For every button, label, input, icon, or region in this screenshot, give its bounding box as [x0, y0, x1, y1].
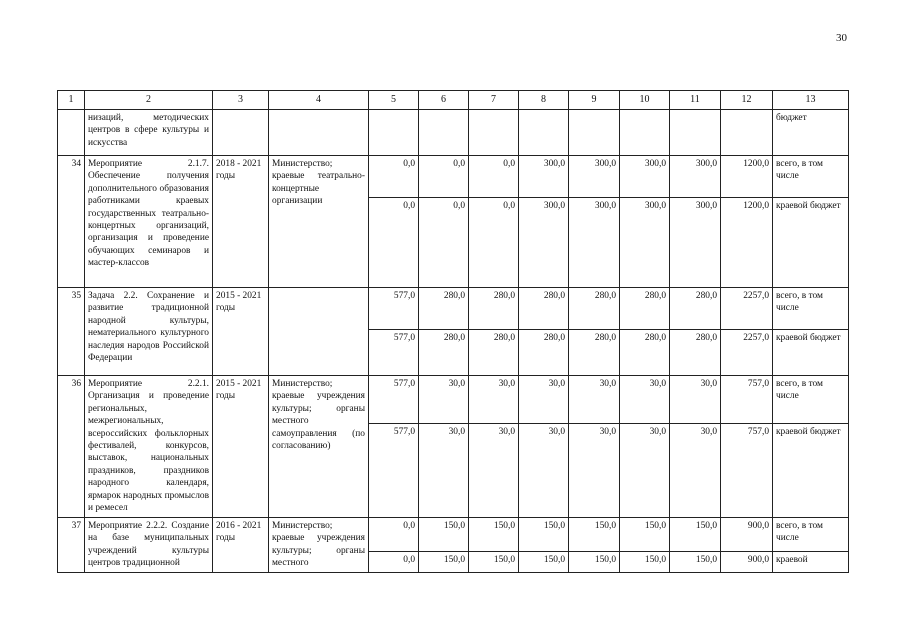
- empty-cell: [519, 110, 569, 156]
- row-description: Задача 2.2. Сохранение и развитие традиционной народной культуры, нематериального культурного наследия народов Российской Федерации: [85, 288, 213, 376]
- value-cell: 300,0: [670, 156, 721, 198]
- value-cell: 300,0: [620, 156, 670, 198]
- empty-cell: [369, 110, 419, 156]
- column-header: 11: [670, 91, 721, 110]
- value-cell: 280,0: [620, 288, 670, 330]
- table-row: [58, 156, 849, 198]
- row-index: 34: [58, 156, 85, 288]
- funding-source: краевой бюджет: [773, 424, 849, 518]
- row-index: 35: [58, 288, 85, 376]
- empty-cell: [213, 110, 269, 156]
- empty-cell: [569, 110, 620, 156]
- column-header: 4: [269, 91, 369, 110]
- empty-cell: [620, 110, 670, 156]
- value-cell: 280,0: [469, 288, 519, 330]
- column-header: 2: [85, 91, 213, 110]
- value-cell: 150,0: [670, 552, 721, 572]
- value-cell: 150,0: [469, 518, 519, 552]
- value-cell: 300,0: [569, 198, 620, 288]
- table-row: [58, 288, 849, 330]
- page-number: 30: [836, 32, 847, 44]
- value-cell: 300,0: [519, 198, 569, 288]
- value-cell: 30,0: [419, 424, 469, 518]
- column-header: 3: [213, 91, 269, 110]
- empty-cell: [469, 110, 519, 156]
- value-cell: 30,0: [469, 424, 519, 518]
- funding-source: всего, в том числе: [773, 156, 849, 198]
- value-cell: 0,0: [419, 198, 469, 288]
- column-header: 7: [469, 91, 519, 110]
- value-cell: 300,0: [519, 156, 569, 198]
- funding-source: краевой: [773, 552, 849, 572]
- value-cell: 0,0: [419, 156, 469, 198]
- value-cell: 150,0: [620, 518, 670, 552]
- empty-cell: [269, 110, 369, 156]
- value-cell: 757,0: [721, 424, 773, 518]
- value-cell: 0,0: [369, 552, 419, 572]
- value-cell: 1200,0: [721, 198, 773, 288]
- value-cell: 280,0: [569, 288, 620, 330]
- value-cell: 0,0: [469, 156, 519, 198]
- column-header: 10: [620, 91, 670, 110]
- row-description: низаций, методических центров в сфере культуры и искусства: [85, 110, 213, 156]
- value-cell: 30,0: [569, 424, 620, 518]
- value-cell: 30,0: [419, 376, 469, 424]
- value-cell: 30,0: [620, 376, 670, 424]
- funding-source: краевой бюджет: [773, 330, 849, 376]
- column-header: 13: [773, 91, 849, 110]
- value-cell: 150,0: [670, 518, 721, 552]
- row-period: 2018 - 2021 годы: [213, 156, 269, 288]
- value-cell: 30,0: [519, 376, 569, 424]
- row-index: 37: [58, 518, 85, 573]
- funding-source: всего, в том числе: [773, 288, 849, 330]
- value-cell: 150,0: [620, 552, 670, 572]
- value-cell: 280,0: [670, 288, 721, 330]
- value-cell: 150,0: [519, 518, 569, 552]
- value-cell: 30,0: [670, 376, 721, 424]
- value-cell: 900,0: [721, 552, 773, 572]
- row-index: 36: [58, 376, 85, 518]
- value-cell: 280,0: [469, 330, 519, 376]
- funding-source: всего, в том числе: [773, 518, 849, 552]
- value-cell: 0,0: [369, 156, 419, 198]
- funding-source: бюджет: [773, 110, 849, 156]
- value-cell: 577,0: [369, 330, 419, 376]
- value-cell: 300,0: [620, 198, 670, 288]
- value-cell: 900,0: [721, 518, 773, 552]
- value-cell: 150,0: [419, 552, 469, 572]
- row-period: 2015 - 2021 годы: [213, 288, 269, 376]
- value-cell: 0,0: [369, 198, 419, 288]
- row-period: 2016 - 2021 годы: [213, 518, 269, 573]
- empty-cell: [670, 110, 721, 156]
- table-row: [58, 518, 849, 552]
- row-agency: [269, 288, 369, 376]
- value-cell: 150,0: [469, 552, 519, 572]
- column-header: 1: [58, 91, 85, 110]
- value-cell: 280,0: [620, 330, 670, 376]
- value-cell: 757,0: [721, 376, 773, 424]
- value-cell: 280,0: [419, 330, 469, 376]
- row-index: [58, 110, 85, 156]
- row-agency: Министерство; краевые учреждения культуры; органы местного самоуправления (по согласованию): [269, 376, 369, 518]
- funding-source: краевой бюджет: [773, 198, 849, 288]
- value-cell: 150,0: [569, 552, 620, 572]
- value-cell: 1200,0: [721, 156, 773, 198]
- row-description: Мероприятие 2.1.7. Обеспечение получения дополнительного образования работниками краевых государственных театрально-концертных организаций, организация и проведение обучающих семинаров и мастер-классов: [85, 156, 213, 288]
- value-cell: 30,0: [620, 424, 670, 518]
- value-cell: 30,0: [469, 376, 519, 424]
- value-cell: 150,0: [519, 552, 569, 572]
- value-cell: 0,0: [469, 198, 519, 288]
- value-cell: 300,0: [569, 156, 620, 198]
- row-period: 2015 - 2021 годы: [213, 376, 269, 518]
- value-cell: 150,0: [419, 518, 469, 552]
- value-cell: 2257,0: [721, 330, 773, 376]
- empty-cell: [721, 110, 773, 156]
- value-cell: 280,0: [419, 288, 469, 330]
- continuation-row: [58, 110, 849, 156]
- table-row: [58, 376, 849, 424]
- column-header: 6: [419, 91, 469, 110]
- program-table: [57, 90, 849, 573]
- value-cell: 150,0: [569, 518, 620, 552]
- value-cell: 30,0: [569, 376, 620, 424]
- value-cell: 2257,0: [721, 288, 773, 330]
- column-header: 12: [721, 91, 773, 110]
- value-cell: 300,0: [670, 198, 721, 288]
- value-cell: 577,0: [369, 376, 419, 424]
- row-description: Мероприятие 2.2.1. Организация и проведение региональных, межрегиональных, всероссийских фольклорных фестивалей, конкурсов, выставок, национальных праздников, праздников народного календаря, ярмарок народных промыслов и ремесел: [85, 376, 213, 518]
- header-row: [58, 91, 849, 110]
- row-agency: Министерство; краевые театрально-концертные организации: [269, 156, 369, 288]
- column-header: 8: [519, 91, 569, 110]
- value-cell: 280,0: [519, 288, 569, 330]
- value-cell: 577,0: [369, 288, 419, 330]
- value-cell: 280,0: [670, 330, 721, 376]
- value-cell: 30,0: [519, 424, 569, 518]
- empty-cell: [419, 110, 469, 156]
- value-cell: 280,0: [519, 330, 569, 376]
- value-cell: 280,0: [569, 330, 620, 376]
- value-cell: 30,0: [670, 424, 721, 518]
- value-cell: 0,0: [369, 518, 419, 552]
- funding-source: всего, в том числе: [773, 376, 849, 424]
- column-header: 5: [369, 91, 419, 110]
- row-description: Мероприятие 2.2.2. Создание на базе муниципальных учреждений культуры центров традиционной: [85, 518, 213, 573]
- value-cell: 577,0: [369, 424, 419, 518]
- column-header: 9: [569, 91, 620, 110]
- row-agency: Министерство; краевые учреждения культуры; органы местного: [269, 518, 369, 573]
